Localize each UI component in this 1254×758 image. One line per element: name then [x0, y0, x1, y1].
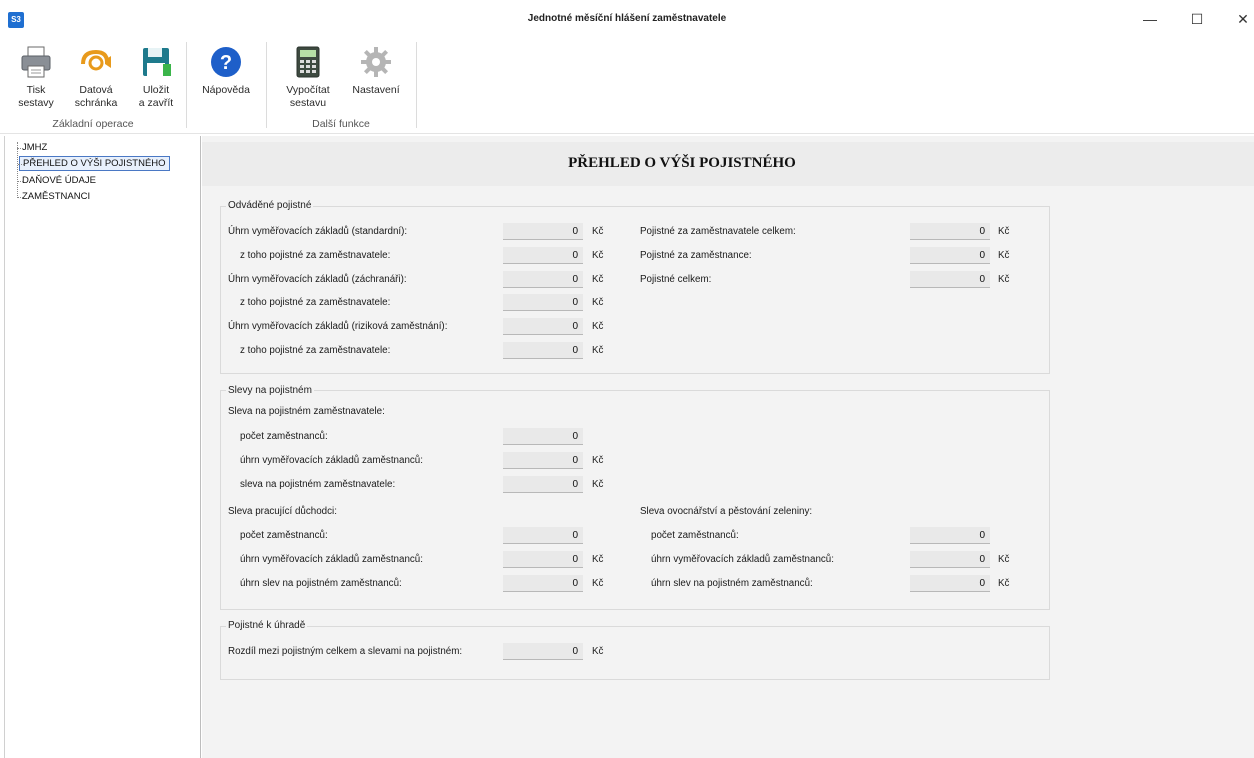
field-label: z toho pojistné za zaměstnavatele: — [240, 297, 391, 308]
unit-label: Kč — [592, 646, 604, 657]
value-field[interactable]: 0 — [503, 575, 583, 592]
databox-button-label: Datová schránka — [74, 84, 118, 109]
value-field[interactable]: 0 — [503, 318, 583, 335]
unit-label: Kč — [592, 297, 604, 308]
field-label: úhrn slev na pojistném zaměstnanců: — [651, 578, 813, 589]
save-close-button[interactable] — [133, 44, 179, 110]
field-label: Pojistné za zaměstnance: — [640, 250, 752, 261]
ribbon-toolbar — [0, 38, 1254, 134]
value-field[interactable]: 0 — [503, 476, 583, 493]
title-bar — [0, 0, 1254, 38]
field-label: počet zaměstnanců: — [240, 431, 328, 442]
unit-label: Kč — [592, 321, 604, 332]
unit-label: Kč — [592, 554, 604, 565]
field-label: úhrn vyměřovacích základů zaměstnanců: — [651, 554, 834, 565]
field-label: sleva na pojistném zaměstnavatele: — [240, 479, 396, 490]
close-button[interactable]: ✕ — [1237, 11, 1249, 27]
tree-item-zamestnanci[interactable]: ZAMĚSTNANCI — [19, 190, 93, 203]
field-label: Pojistné celkem: — [640, 274, 712, 285]
value-field[interactable]: 0 — [503, 551, 583, 568]
tree-item-danove-udaje[interactable]: DAŇOVÉ ÚDAJE — [19, 174, 99, 187]
value-field[interactable]: 0 — [910, 271, 990, 288]
field-label: Pojistné za zaměstnavatele celkem: — [640, 226, 796, 237]
group-odvadene-legend: Odváděné pojistné — [228, 200, 312, 211]
value-field[interactable]: 0 — [503, 223, 583, 240]
field-label: Úhrn vyměřovacích základů (standardní): — [228, 226, 408, 237]
value-field[interactable]: 0 — [503, 428, 583, 445]
value-field[interactable]: 0 — [910, 575, 990, 592]
gear-icon — [359, 44, 393, 80]
value-field[interactable]: 0 — [503, 452, 583, 469]
value-field[interactable]: 0 — [910, 551, 990, 568]
unit-label: Kč — [592, 578, 604, 589]
page-title: PŘEHLED O VÝŠI POJISTNÉHO — [568, 155, 796, 171]
post-horn-icon — [79, 44, 113, 80]
unit-label: Kč — [592, 345, 604, 356]
print-button-label: Tisk sestavy — [18, 84, 54, 109]
unit-label: Kč — [998, 554, 1010, 565]
ribbon-separator — [416, 42, 417, 128]
unit-label: Kč — [998, 250, 1010, 261]
save-icon — [139, 44, 173, 80]
minimize-button[interactable]: — — [1143, 11, 1157, 27]
unit-label: Kč — [998, 274, 1010, 285]
value-field[interactable]: 0 — [910, 223, 990, 240]
tree-connector — [17, 142, 18, 198]
tree-item-jmhz[interactable]: JMHZ — [19, 141, 50, 154]
print-button[interactable] — [14, 44, 58, 110]
app-icon: S3 — [8, 12, 24, 28]
help-button-label: Nápověda — [202, 84, 250, 96]
value-field[interactable]: 0 — [503, 271, 583, 288]
value-field[interactable]: 0 — [503, 342, 583, 359]
field-label: z toho pojistné za zaměstnavatele: — [240, 345, 391, 356]
calculate-button[interactable] — [278, 44, 338, 110]
value-field[interactable]: 0 — [503, 643, 583, 660]
subsection-title: Sleva na pojistném zaměstnavatele: — [228, 406, 385, 417]
save-close-button-label: Uložit a zavřít — [138, 84, 174, 109]
unit-label: Kč — [998, 578, 1010, 589]
field-label: úhrn vyměřovacích základů zaměstnanců: — [240, 554, 423, 565]
value-field[interactable]: 0 — [910, 527, 990, 544]
unit-label: Kč — [592, 226, 604, 237]
field-label: počet zaměstnanců: — [240, 530, 328, 541]
value-field[interactable]: 0 — [503, 294, 583, 311]
value-field[interactable]: 0 — [503, 527, 583, 544]
subsection-title: Sleva ovocnářství a pěstování zeleniny: — [640, 506, 813, 517]
field-label: úhrn slev na pojistném zaměstnanců: — [240, 578, 402, 589]
window-title: Jednotné měsíční hlášení zaměstnavatele — [527, 13, 727, 24]
databox-button[interactable] — [70, 44, 122, 110]
svg-text:?: ? — [219, 52, 233, 74]
help-icon — [209, 44, 243, 80]
group-slevy-legend: Slevy na pojistném — [228, 385, 312, 396]
unit-label: Kč — [592, 455, 604, 466]
value-field[interactable]: 0 — [503, 247, 583, 264]
main-panel — [202, 136, 1254, 758]
tree-item-prehled[interactable]: PŘEHLED O VÝŠI POJISTNÉHO — [19, 156, 170, 171]
field-label: z toho pojistné za zaměstnavatele: — [240, 250, 391, 261]
subsection-title: Sleva pracující důchodci: — [228, 506, 337, 517]
field-label: Rozdíl mezi pojistným celkem a slevami na pojistném: — [228, 646, 463, 657]
calculator-icon — [291, 44, 325, 80]
help-button[interactable] — [196, 44, 256, 97]
group-k-uhrade-legend: Pojistné k úhradě — [228, 620, 306, 631]
unit-label: Kč — [592, 274, 604, 285]
ribbon-separator — [266, 42, 267, 128]
ribbon-separator — [186, 42, 187, 128]
settings-button-label: Nastavení — [352, 84, 400, 96]
navigation-tree — [4, 136, 201, 758]
unit-label: Kč — [592, 479, 604, 490]
group-label-more: Další funkce — [312, 118, 370, 130]
unit-label: Kč — [592, 250, 604, 261]
field-label: úhrn vyměřovacích základů zaměstnanců: — [240, 455, 423, 466]
settings-button[interactable] — [346, 44, 406, 97]
field-label: Úhrn vyměřovacích základů (záchranáři): — [228, 274, 407, 285]
calculate-button-label: Vypočítat sestavu — [286, 84, 330, 109]
group-label-basic: Základní operace — [52, 118, 134, 130]
maximize-button[interactable]: ☐ — [1190, 11, 1204, 27]
field-label: počet zaměstnanců: — [651, 530, 739, 541]
value-field[interactable]: 0 — [910, 247, 990, 264]
field-label: Úhrn vyměřovacích základů (riziková zaměstnání): — [228, 321, 448, 332]
unit-label: Kč — [998, 226, 1010, 237]
printer-icon — [19, 44, 53, 80]
